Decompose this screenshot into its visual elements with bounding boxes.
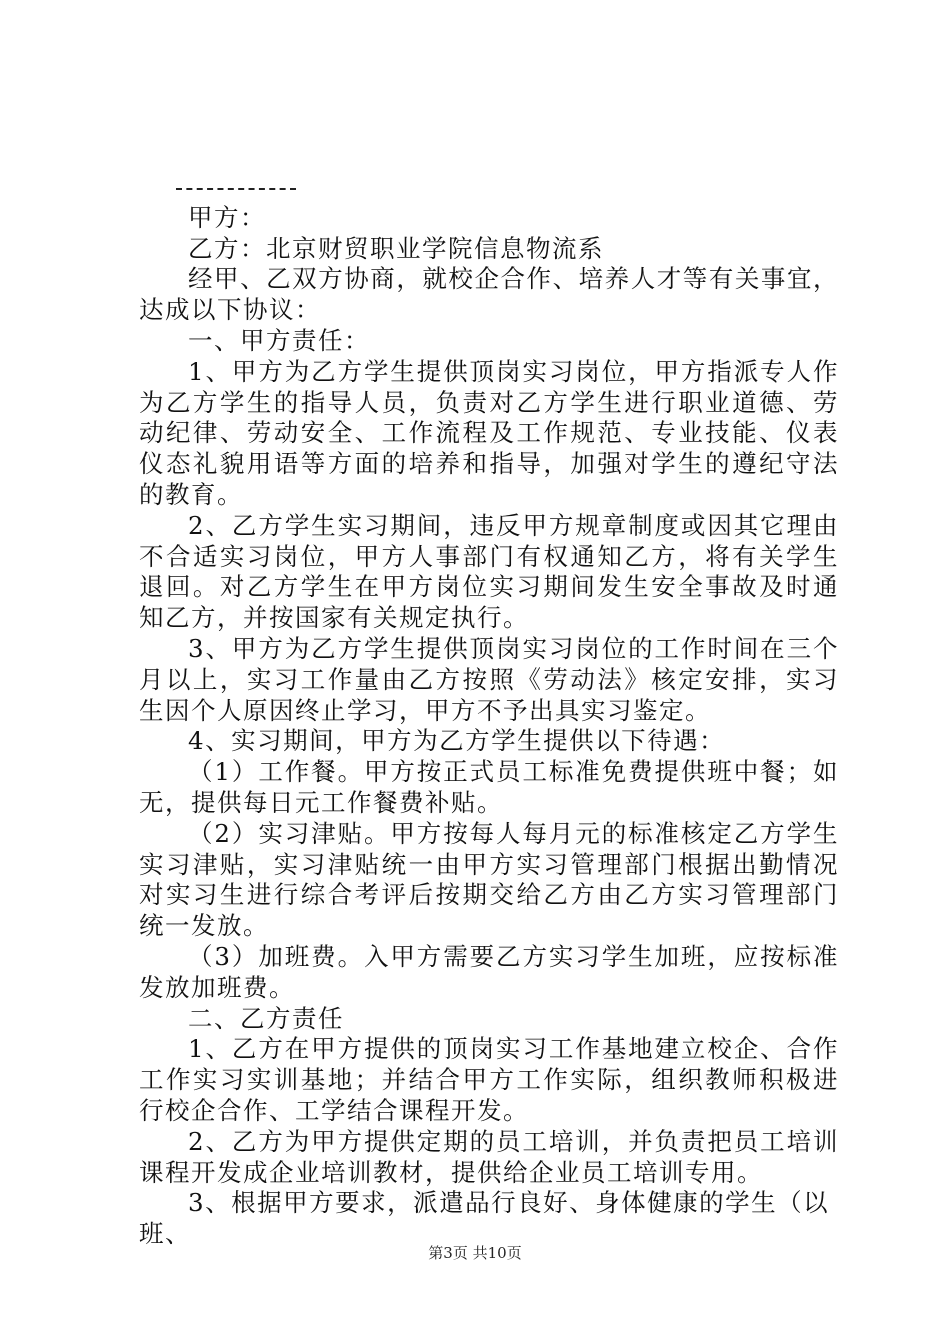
party-a-clause-3: 3、甲方为乙方学生提供顶岗实习岗位的工作时间在三个月以上，实习工作量由乙方按照《劳动法》核定安排，实习生因个人原因终止学习，甲方不予出具实习鉴定。 <box>139 633 839 725</box>
party-a-clause-4: 4、实习期间，甲方为乙方学生提供以下待遇： <box>188 726 726 756</box>
section-heading-party-b: 二、乙方责任 <box>188 1003 344 1033</box>
benefit-item-3: （3）加班费。入甲方需要乙方实习学生加班，应按标准发放加班费。 <box>139 941 839 1002</box>
benefit-item-1: （1）工作餐。甲方按正式员工标准免费提供班中餐；如无，提供每日元工作餐费补贴。 <box>139 757 839 817</box>
party-b-clause-1: 1、乙方在甲方提供的顶岗实习工作基地建立校企、合作工作实习实训基地；并结合甲方工作实际，组织教师积极进行校企合作、工学结合课程开发。 <box>139 1034 839 1125</box>
party-b-line: 乙方：北京财贸职业学院信息物流系 <box>188 233 604 263</box>
page-number-footer: 第3页 共10页 <box>428 1244 522 1262</box>
benefit-item-2: （2）实习津贴。甲方按每人每月元的标准核定乙方学生实习津贴，实习津贴统一由甲方实习管理部门根据出勤情况对实习生进行综合考评后按期交给乙方由乙方实习管理部门统一发放。 <box>139 818 839 941</box>
agreement-body <box>139 172 839 1250</box>
party-a-clause-2: 2、乙方学生实习期间，违反甲方规章制度或因其它理由不合适实习岗位，甲方人事部门有权通知乙方，将有关学生退回。对乙方学生在甲方岗位实习期间发生安全事故及时通知乙方，并按国家有关规定执行。 <box>139 510 839 633</box>
preamble-paragraph: 经甲、乙双方协商，就校企合作、培养人才等有关事宜，达成以下协议： <box>139 264 839 325</box>
section-heading-party-a: 一、甲方责任： <box>188 325 370 355</box>
party-b-clause-2: 2、乙方为甲方提供定期的员工培训，并负责把员工培训课程开发成企业培训教材，提供给企业员工培训专用。 <box>139 1126 839 1187</box>
party-a-line: 甲方： <box>188 202 266 232</box>
dashed-rule <box>176 172 296 203</box>
party-b-clause-3: 3、根据甲方要求，派遣品行良好、身体健康的学生（以班、 <box>139 1188 830 1249</box>
party-a-clause-1: 1、甲方为乙方学生提供顶岗实习岗位，甲方指派专人作为乙方学生的指导人员，负责对乙方学生进行职业道德、劳动纪律、劳动安全、工作流程及工作规范、专业技能、仪表仪态礼貌用语等方面的培养和指导，加强对学生的遵纪守法的教育。 <box>139 356 839 509</box>
